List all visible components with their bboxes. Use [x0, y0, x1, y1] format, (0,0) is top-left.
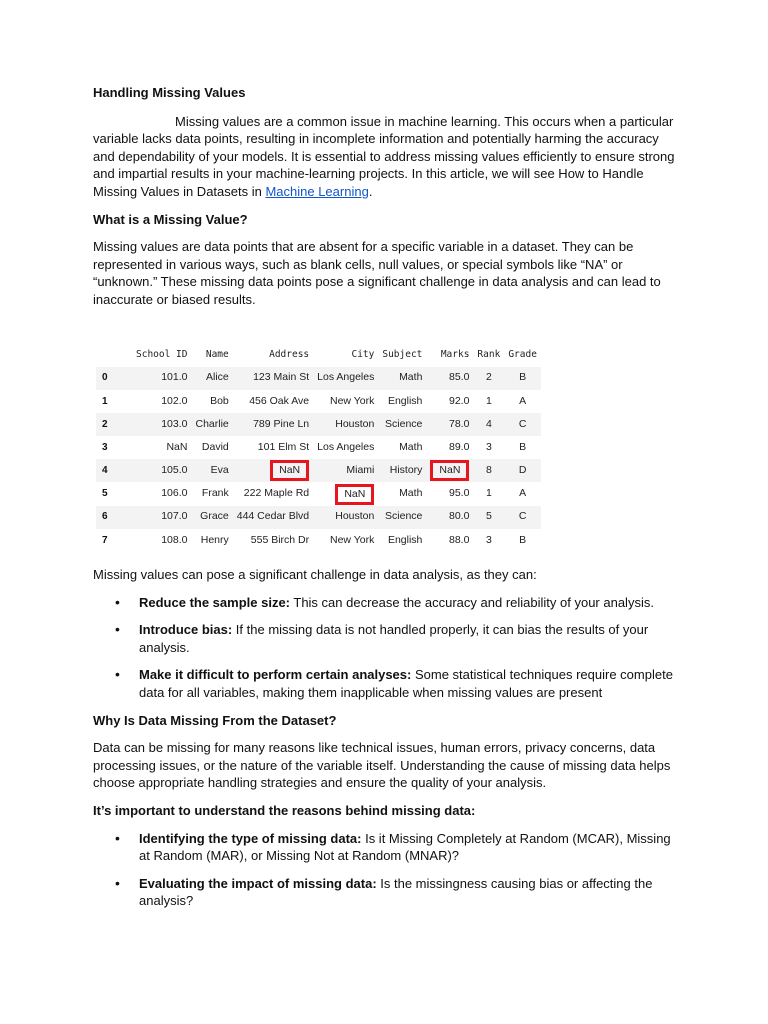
table-cell	[313, 482, 378, 505]
table-cell: Alice	[191, 367, 232, 390]
table-header-row	[96, 343, 541, 367]
table-cell: 80.0	[426, 506, 473, 529]
table-cell: Math	[399, 440, 423, 453]
table-cell: Henry	[200, 533, 229, 546]
column-header: Marks	[440, 348, 470, 360]
reasons-list	[93, 830, 683, 910]
table-cell: 102.0	[161, 394, 188, 407]
table-cell: 555 Birch Dr	[250, 533, 310, 546]
row-index: 7	[102, 534, 108, 546]
list-item-label: Make it difficult to perform certain analyses:	[139, 667, 412, 683]
table-cell: A	[519, 394, 527, 407]
challenges-lead: Missing values can pose a significant challenge in data analysis, as they can:	[93, 567, 537, 583]
table-cell: 1	[485, 394, 492, 407]
table-row	[96, 482, 541, 505]
table-cell: David	[201, 440, 229, 453]
missing-value-highlight: NaN	[335, 484, 374, 505]
table-cell: C	[504, 506, 541, 529]
table-cell: 89.0	[448, 440, 470, 453]
table-cell: 789 Pine Ln	[233, 413, 313, 436]
table-cell: 106.0	[161, 487, 188, 500]
list-item	[139, 666, 683, 701]
table-cell: Eva	[191, 459, 232, 482]
table-cell: 123 Main St	[233, 367, 313, 390]
row-index: 0	[96, 367, 132, 390]
document-body	[93, 84, 683, 920]
list-item	[139, 875, 683, 910]
table-cell: 78.0	[426, 413, 473, 436]
table-cell: 85.0	[426, 367, 473, 390]
table-cell: 4	[473, 413, 504, 436]
table-cell: Grace	[191, 506, 232, 529]
table-cell: B	[504, 367, 541, 390]
column-header: Rank	[477, 348, 501, 360]
table-cell: English	[387, 394, 423, 407]
table-body	[96, 367, 541, 553]
table-cell: Bob	[210, 394, 229, 407]
table-cell: Math	[399, 487, 423, 500]
table-row	[96, 367, 541, 390]
column-header: Subject	[382, 348, 423, 360]
table-cell: English	[387, 533, 423, 546]
table-row	[96, 506, 541, 529]
table-cell: 105.0	[132, 459, 191, 482]
intro-paragraph	[93, 113, 683, 201]
table-cell: 92.0	[448, 394, 470, 407]
table-cell: Science	[378, 413, 426, 436]
table-cell: New York	[330, 533, 375, 546]
missing-value-highlight: NaN	[430, 460, 469, 481]
heading-missing-value: What is a Missing Value?	[93, 211, 248, 227]
table-cell: C	[504, 413, 541, 436]
list-item-label: Identifying the type of missing data:	[139, 830, 362, 846]
table-cell: 5	[473, 506, 504, 529]
table-cell: 222 Maple Rd	[243, 487, 310, 500]
list-item-label: Introduce bias:	[139, 622, 233, 638]
table-cell: 88.0	[448, 533, 470, 546]
table-cell: Miami	[313, 459, 378, 482]
missing-value-paragraph: Missing values are data points that are absent for a specific variable in a dataset. They can be represented in various ways, such as blank cells, null values, or special symbols like “NA” or “unknown.” These missing data points pose a significant challenge in data analysis and can lead to inaccurate or biased results.	[93, 239, 661, 307]
table-cell	[426, 459, 473, 482]
challenges-list	[93, 594, 683, 702]
heading-reasons: It’s important to understand the reasons behind missing data:	[93, 802, 476, 818]
table-cell: 101.0	[132, 367, 191, 390]
row-index: 1	[102, 395, 108, 407]
list-item-text: Is the missingness causing bias or affecting the analysis?	[139, 875, 653, 909]
table-row	[96, 413, 541, 436]
table-cell: 101 Elm St	[257, 440, 310, 453]
column-header: Name	[205, 348, 229, 360]
list-item-text: This can decrease the accuracy and reliability of your analysis.	[290, 594, 654, 610]
table-cell: B	[519, 440, 527, 453]
table-cell: New York	[330, 394, 375, 407]
row-index: 3	[102, 441, 108, 453]
intro-text: Missing values are a common issue in machine learning. This occurs when a particular variable lacks data points, resulting in incomplete information and potentially harming the accuracy and dependability of your models. It is essential to address missing values efficiently to ensure strong and impartial results in your machine-learning projects. In this article, we will see How to Handle Missing Values in Datasets in	[93, 113, 675, 199]
table-cell: 3	[485, 533, 492, 546]
column-header: School ID	[136, 348, 188, 360]
table-cell: History	[378, 459, 426, 482]
table-cell: NaN	[166, 440, 188, 453]
table-cell: 103.0	[132, 413, 191, 436]
table-cell: Los Angeles	[313, 367, 378, 390]
column-header	[96, 343, 132, 367]
table-cell: Houston	[313, 506, 378, 529]
list-item	[139, 621, 683, 656]
table-cell: Houston	[313, 413, 378, 436]
table-cell: B	[519, 533, 527, 546]
row-index: 5	[102, 488, 108, 500]
table-cell: 108.0	[161, 533, 188, 546]
list-item-text: Is it Missing Completely at Random (MCAR), Missing at Random (MAR), or Missing Not at Random (MNAR)?	[139, 830, 671, 864]
table-row	[96, 529, 541, 552]
heading-why-missing: Why Is Data Missing From the Dataset?	[93, 712, 337, 728]
list-item-label: Reduce the sample size:	[139, 594, 290, 610]
list-item-label: Evaluating the impact of missing data:	[139, 875, 377, 891]
page-title: Handling Missing Values	[93, 85, 246, 100]
table-cell: Frank	[201, 487, 229, 500]
machine-learning-link[interactable]: Machine Learning	[265, 183, 369, 199]
table-cell: 1	[485, 487, 492, 500]
list-item-text: If the missing data is not handled properly, it can bias the results of your analysis.	[139, 622, 649, 655]
column-header: Address	[269, 348, 310, 360]
row-index: 6	[96, 506, 132, 529]
table-cell: 456 Oak Ave	[249, 394, 310, 407]
table-cell: A	[519, 487, 527, 500]
missing-value-highlight: NaN	[270, 460, 309, 481]
table-cell: 2	[473, 367, 504, 390]
column-header: City	[351, 348, 375, 360]
table-cell: Los Angeles	[317, 440, 375, 453]
column-header: Grade	[508, 348, 537, 360]
list-item	[139, 830, 683, 865]
table-cell	[233, 459, 313, 482]
table-cell: Math	[378, 367, 426, 390]
row-index: 4	[96, 459, 132, 482]
why-missing-paragraph: Data can be missing for many reasons like technical issues, human errors, privacy concerns, data processing issues, or the nature of the variable itself. Understanding the cause of missing data helps choose appropriate handling strategies and ensure the quality of your analysis.	[93, 740, 671, 791]
table-cell: 8	[473, 459, 504, 482]
table-row	[96, 459, 541, 482]
dataframe-image	[96, 343, 556, 553]
table-cell: Science	[378, 506, 426, 529]
table-cell: 107.0	[132, 506, 191, 529]
table-row	[96, 436, 541, 459]
table-cell: 95.0	[448, 487, 470, 500]
list-item-text: Some statistical techniques require complete data for all variables, making them inapplicable when missing values are present	[139, 667, 673, 700]
row-index: 2	[96, 413, 132, 436]
table-cell: 444 Cedar Blvd	[233, 506, 313, 529]
table-cell: Charlie	[191, 413, 232, 436]
intro-period: .	[368, 183, 373, 199]
table-row	[96, 390, 541, 413]
dataframe-table	[96, 343, 541, 553]
list-item	[139, 594, 683, 612]
table-cell: D	[504, 459, 541, 482]
table-cell: 3	[485, 440, 492, 453]
